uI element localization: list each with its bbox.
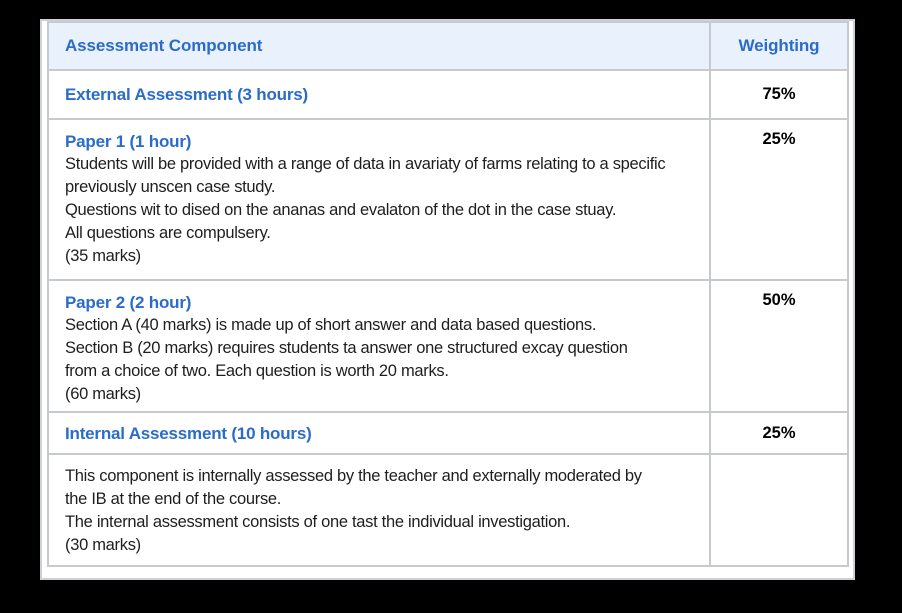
row-text-line: (35 marks) — [65, 247, 141, 265]
row-text-line: All questions are compulsery. — [65, 224, 271, 242]
row-internal-assessment — [48, 412, 848, 454]
row-external-assessment — [48, 70, 848, 119]
table-header-row — [48, 22, 848, 70]
row-text-line: The internal assessment consists of one tast the individual investigation. — [65, 513, 571, 531]
component-cell — [48, 454, 710, 566]
row-text-line: Students will be provided with a range of data in avariaty of farms relating to a specific — [65, 155, 666, 173]
row-text-line: (60 marks) — [65, 385, 141, 403]
component-cell — [48, 412, 710, 454]
weighting-cell: 25% — [710, 412, 848, 454]
row-text-line: from a choice of two. Each question is worth 20 marks. — [65, 362, 449, 380]
row-text-line: This component is internally assessed by the teacher and externally moderated by — [65, 467, 642, 485]
row-title: Paper 1 (1 hour) — [65, 132, 192, 151]
component-cell — [48, 70, 710, 119]
weighting-cell: 75% — [710, 70, 848, 119]
row-internal-description — [48, 454, 848, 566]
row-text-line: Section B (20 marks) requires students ta answer one structured excay question — [65, 339, 628, 357]
row-paper-1 — [48, 119, 848, 280]
row-title: Internal Assessment (10 hours) — [65, 423, 312, 443]
component-cell — [48, 119, 710, 280]
row-text-line: the IB at the end of the course. — [65, 490, 282, 508]
col-header-weighting: Weighting — [710, 22, 848, 70]
col-header-assessment-component: Assessment Component — [48, 22, 710, 70]
assessment-table — [47, 21, 849, 567]
component-cell — [48, 280, 710, 412]
weighting-cell: 50% — [710, 280, 848, 412]
weighting-cell: 25% — [710, 119, 848, 280]
row-text-line: previously unscen case study. — [65, 178, 276, 196]
row-text-line: Questions wit to dised on the ananas and evalaton of the dot in the case stuay. — [65, 201, 617, 219]
row-paper-2 — [48, 280, 848, 412]
weighting-cell — [710, 454, 848, 566]
row-title: External Assessment (3 hours) — [65, 85, 308, 104]
row-text-line: Section A (40 marks) is made up of short answer and data based questions. — [65, 316, 597, 334]
row-title: Paper 2 (2 hour) — [65, 293, 192, 312]
document-card — [40, 19, 855, 580]
row-text-line: (30 marks) — [65, 536, 141, 554]
